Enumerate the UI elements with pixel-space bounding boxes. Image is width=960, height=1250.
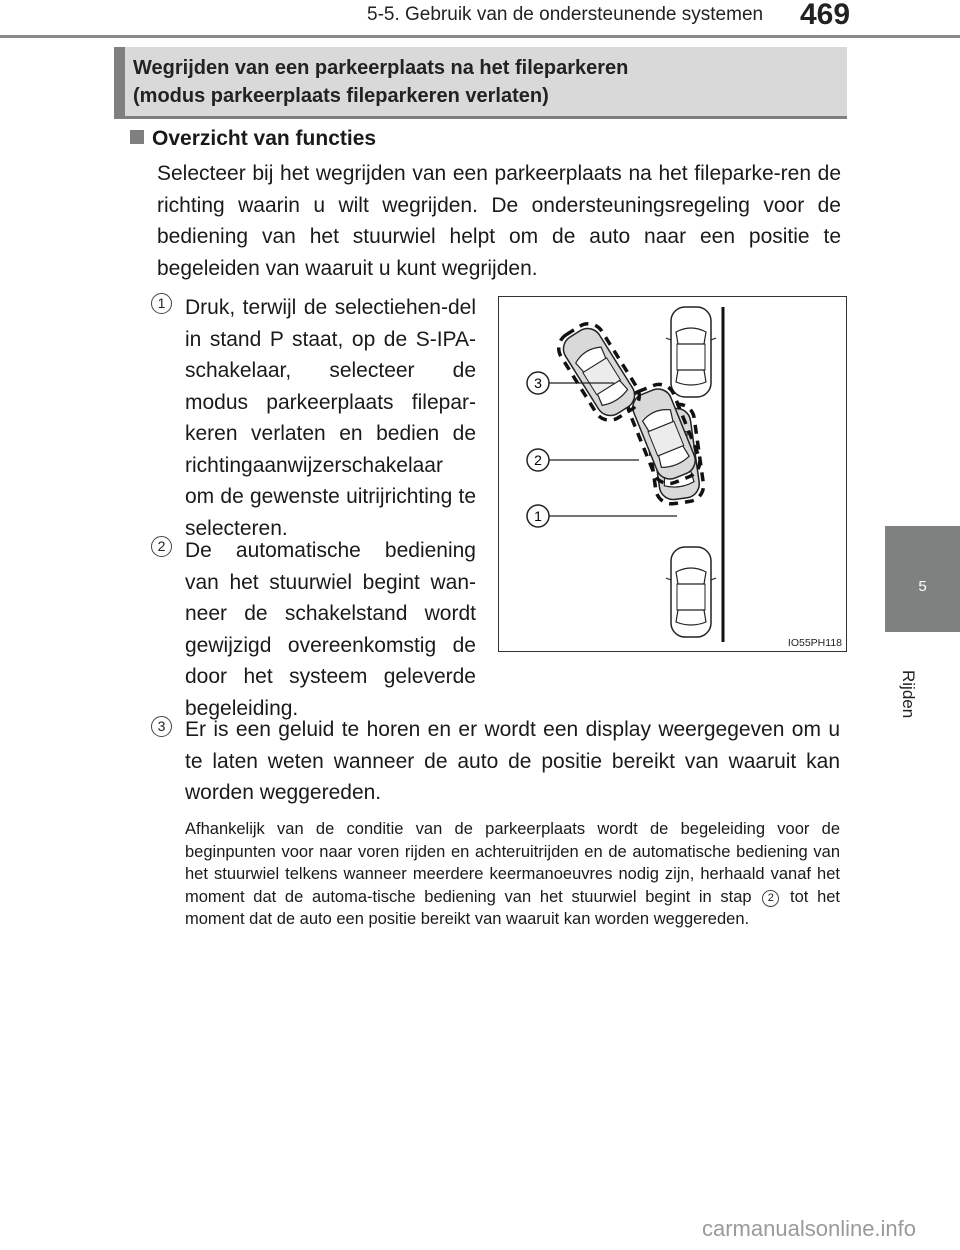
- vehicle-position-3-icon: [553, 318, 646, 427]
- step-number-badge: 3: [151, 716, 172, 737]
- parking-diagram: [499, 297, 845, 650]
- chapter-number: 5: [918, 578, 927, 595]
- header-divider: [0, 35, 960, 38]
- callout-label: 3: [534, 375, 542, 391]
- chapter-tab: [885, 526, 960, 632]
- running-header: 5-5. Gebruik van de ondersteunende systemen: [367, 4, 764, 25]
- note-paragraph: [185, 818, 840, 931]
- intro-paragraph: Selecteer bij het wegrijden van een parkeerplaats na het fileparke-ren de richting waarin u wilt wegrijden. De ondersteuningsregeling voor de bediening van het stuurwiel helpt om de auto naar een positie te begeleiden van waaruit u kunt wegrijden.: [157, 162, 841, 280]
- step-number-badge: 2: [151, 536, 172, 557]
- step-text: Er is een geluid te horen en er wordt een display weergegeven om u te laten weten wanneer de auto de positie bereikt van waaruit kan worden weggereden.: [185, 718, 840, 804]
- figure-code: IO55PH118: [787, 637, 842, 649]
- subheading: [130, 127, 376, 151]
- parked-car-rear-icon: [666, 547, 716, 637]
- inline-step-reference: 2: [762, 890, 779, 907]
- chapter-label-text: Rijden: [899, 670, 918, 719]
- subheading-text: Overzicht van functies: [152, 127, 377, 150]
- step-text: De automatische bediening van het stuurwiel begint wan-neer de schakelstand wordt gewijzigd overeenkomstig de door het systeem geleverde begeleiding.: [185, 539, 476, 720]
- parking-exit-illustration: [498, 296, 847, 652]
- section-heading-bar: [114, 47, 125, 116]
- note-text-after: tot het moment dat de auto een positie bereikt van waaruit kan worden weggereden.: [185, 887, 841, 928]
- note-text-before: Afhankelijk van de conditie van de parkeerplaats wordt de begeleiding voor de beginpunten voor naar voren rijden en achteruitrijden en de automatische bediening van het stuurwiel telkens wanneer meerdere keermanoeuvres nodig zijn, herhaald vanaf het moment dat de automa-tische bediening van het stuurwiel begint in stap: [185, 820, 840, 906]
- parked-car-front-icon: [666, 307, 716, 397]
- page-number: 469: [800, 0, 851, 31]
- step-number-badge: 1: [151, 293, 172, 314]
- callout-label: 1: [534, 508, 542, 524]
- square-bullet-icon: [130, 130, 144, 144]
- section-heading-line1: Wegrijden van een parkeerplaats na het fileparkeren: [133, 57, 629, 79]
- section-heading: [114, 47, 847, 119]
- section-heading-line2: (modus parkeerplaats fileparkeren verlaten): [133, 85, 549, 107]
- chapter-label: [880, 670, 940, 730]
- watermark: carmanualsonline.info: [702, 1216, 917, 1241]
- callout-label: 2: [534, 452, 542, 468]
- step-text: Druk, terwijl de selectiehen-del in stand P staat, op de S-IPA-schakelaar, selecteer de modus parkeerplaats filepar-keren verlaten en bedien de richtingaanwijzerschakelaar om de gewenste uitrijrichting te selecteren.: [185, 296, 476, 540]
